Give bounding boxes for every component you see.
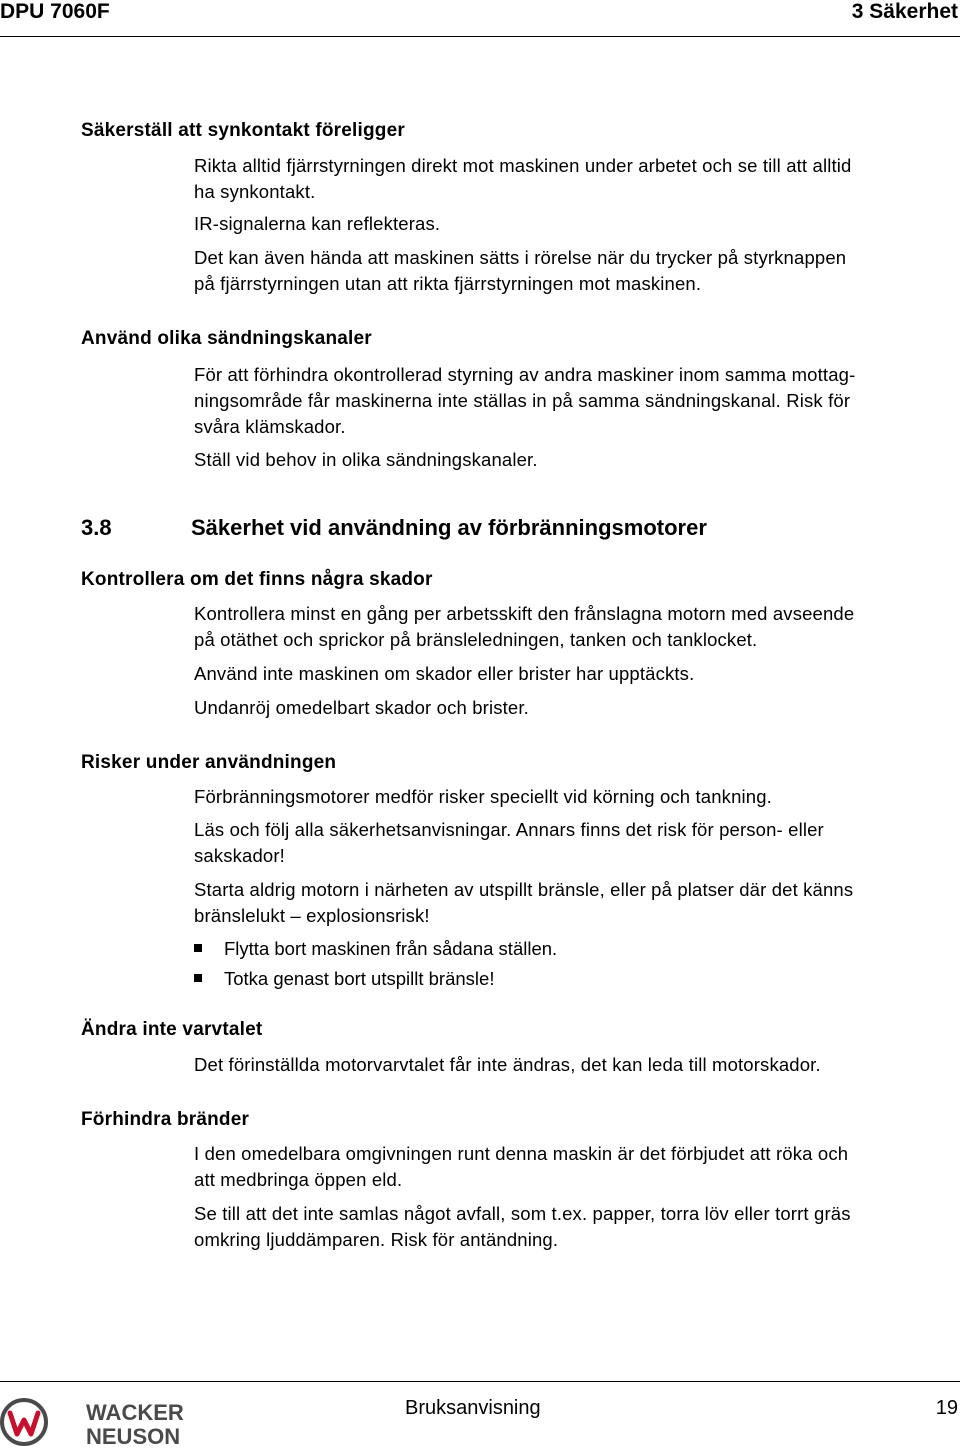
paragraph: Använd inte maskinen om skador eller brister har upptäckts. — [194, 663, 695, 684]
heading-kanaler: Använd olika sändningskanaler — [81, 328, 372, 349]
header-doc-id: DPU 7060F — [0, 0, 110, 23]
heading-synkontakt: Säkerställ att synkontakt föreligger — [81, 120, 405, 141]
heading-brander: Förhindra bränder — [81, 1109, 250, 1130]
wacker-neuson-logo — [0, 1396, 210, 1448]
paragraph: Starta aldrig motorn i närheten av utspillt bränsle, eller på platser där det känns bränslelukt – explosionsrisk! — [194, 879, 854, 926]
bullet-square-icon — [194, 944, 202, 952]
heading-varvtal: Ändra inte varvtalet — [81, 1019, 263, 1040]
paragraph: För att förhindra okontrollerad styrning av andra maskiner inom samma mottag- ningsområde får maskinerna inte ställas in på samma sändningskanal. Risk för svåra klämskador. — [194, 364, 856, 437]
header-chapter: 3 Säkerhet — [851, 0, 958, 23]
heading-skador: Kontrollera om det finns några skador — [81, 569, 433, 590]
paragraph: Se till att det inte samlas något avfall, som t.ex. papper, torra löv eller torrt gräs omkring ljuddämparen. Risk för antändning. — [194, 1203, 851, 1250]
footer-divider — [0, 1381, 960, 1382]
chapter-title: Säkerhet vid användning av förbränningsmotorer — [191, 515, 707, 540]
list-item: Flytta bort maskinen från sådana ställen. — [194, 936, 557, 962]
chapter-number: 3.8 — [81, 515, 112, 540]
list-item: Totka genast bort utspillt bränsle! — [194, 966, 494, 992]
heading-risker: Risker under användningen — [81, 752, 337, 773]
paragraph: Rikta alltid fjärrstyrningen direkt mot maskinen under arbetet och se till att alltid ha synkontakt. — [194, 155, 852, 202]
header-divider — [0, 36, 960, 37]
page-number: 19 — [935, 1397, 958, 1419]
paragraph: Undanröj omedelbart skador och brister. — [194, 697, 529, 718]
paragraph: Ställ vid behov in olika sändningskanaler. — [194, 449, 538, 470]
bullet-square-icon — [194, 974, 202, 982]
chapter-title-3-8 — [81, 514, 707, 542]
logo-brand-line1: WACKER — [86, 1400, 184, 1425]
paragraph: Det kan även hända att maskinen sätts i rörelse när du trycker på styrknappen på fjärrstyrningen utan att rikta fjärrstyrningen mot maskinen. — [194, 247, 847, 294]
paragraph: IR-signalerna kan reflekteras. — [194, 213, 441, 234]
footer-doc-name: Bruksanvisning — [405, 1397, 541, 1419]
paragraph: I den omedelbara omgivningen runt denna maskin är det förbjudet att röka och att medbringa öppen eld. — [194, 1143, 849, 1190]
paragraph: Det förinställda motorvarvtalet får inte ändras, det kan leda till motorskador. — [194, 1054, 821, 1075]
logo-brand-line2: NEUSON — [86, 1424, 181, 1448]
paragraph: Kontrollera minst en gång per arbetsskift den frånslagna motorn med avseende på otäthet och sprickor på bränsleledningen, tanken och tanklocket. — [194, 603, 855, 650]
paragraph: Förbränningsmotorer medför risker speciellt vid körning och tankning. — [194, 786, 772, 807]
paragraph: Läs och följ alla säkerhetsanvisningar. Annars finns det risk för person- eller sakskador! — [194, 819, 824, 866]
